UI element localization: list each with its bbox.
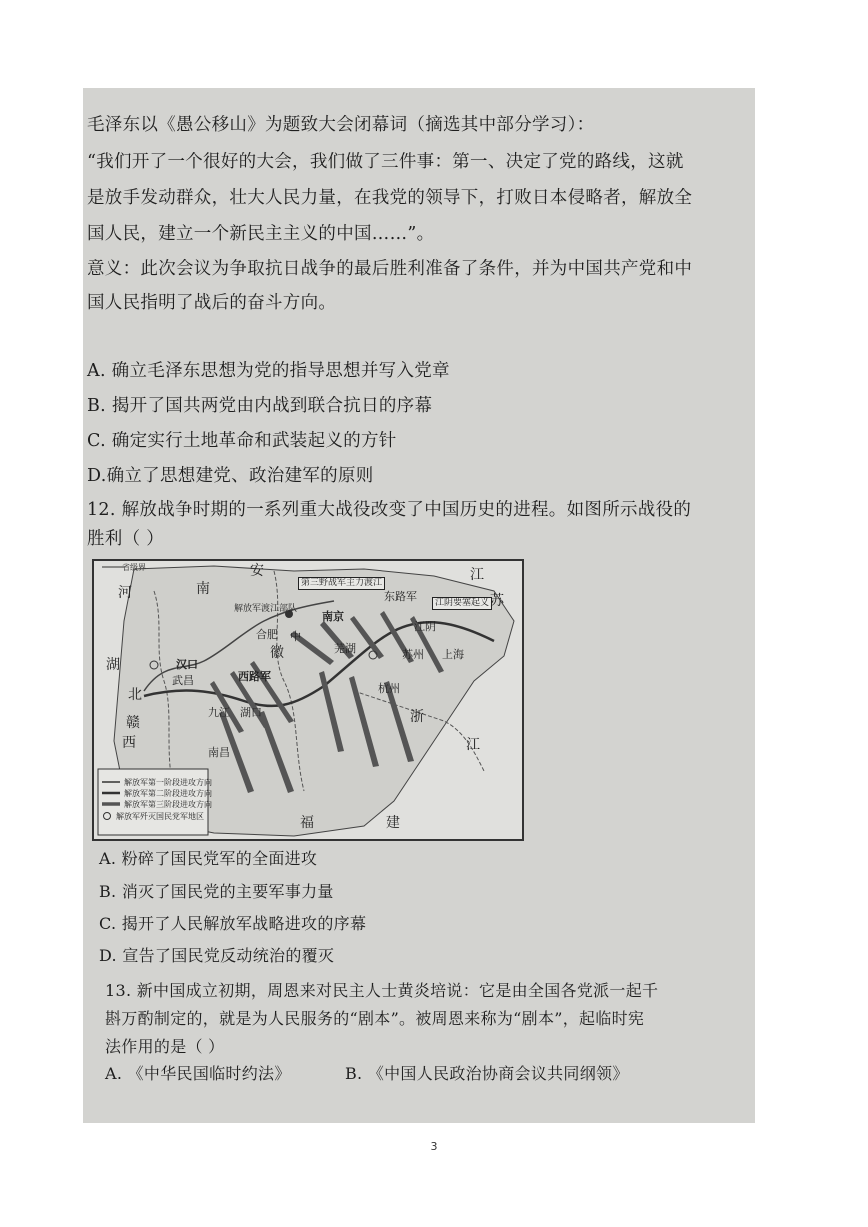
label-jiangyin: 江阴 — [414, 620, 436, 633]
label-zhong: 中 — [290, 630, 301, 643]
label-wuchang: 武昌 — [172, 674, 194, 687]
q11-option-c: C. 确定实行土地革命和武装起义的方针 — [87, 431, 397, 451]
label-crossing-troops: 解放军渡江部队 — [234, 604, 298, 614]
label-province-nan: 南 — [196, 581, 210, 597]
label-province-he: 河 — [118, 585, 132, 601]
label-province-hui: 徽 — [270, 645, 284, 661]
label-province-hu: 湖 — [106, 657, 120, 673]
legend-item-4: 解放军歼灭国民党军地区 — [116, 812, 204, 821]
q11-option-d: D.确立了思想建党、政治建军的原则 — [87, 466, 374, 486]
campaign-map — [92, 559, 524, 841]
label-province-gan: 赣 — [126, 715, 140, 731]
q11-option-a: A. 确立毛泽东思想为党的指导思想并写入党章 — [87, 361, 450, 381]
label-province-su: 苏 — [490, 593, 504, 609]
box-third-army: 第三野战军主力渡江 — [298, 577, 385, 590]
q12-option-a: A. 粉碎了国民党军的全面进攻 — [99, 849, 318, 868]
q12-stem-line-2: 胜利（ ） — [87, 529, 165, 549]
label-jiujiang: 九江 — [208, 706, 230, 719]
label-hukou: 湖口 — [240, 706, 262, 719]
q12-stem-line-1: 12. 解放战争时期的一系列重大战役改变了中国历史的进程。如图所示战役的 — [87, 500, 692, 520]
legend-item-3: 解放军第三阶段进攻方向 — [124, 800, 212, 809]
page-number: 3 — [430, 1140, 438, 1153]
q11-option-b: B. 揭开了国共两党由内战到联合抗日的序幕 — [87, 396, 433, 416]
q12-option-b: B. 消灭了国民党的主要军事力量 — [99, 882, 334, 901]
paragraph-quote-1: “我们开了一个很好的大会，我们做了三件事：第一、决定了党的路线，这就 — [87, 152, 684, 172]
paragraph-quote-2: 是放手发动群众，壮大人民力量，在我党的领导下，打败日本侵略者，解放全 — [87, 188, 693, 208]
legend-item-1: 解放军第一阶段进攻方向 — [124, 778, 212, 787]
box-jiangyin-uprising: 江阴要塞起义 — [432, 597, 492, 610]
paragraph-intro: 毛泽东以《愚公移山》为题致大会闭幕词（摘选其中部分学习）： — [87, 115, 595, 135]
q13-stem-line-2: 斟万酌制定的，就是为人民服务的“剧本”。被周恩来称为“剧本”，起临时宪 — [105, 1009, 645, 1028]
label-nanchang: 南昌 — [208, 746, 230, 759]
label-province-jian: 建 — [386, 815, 400, 831]
q12-option-c: C. 揭开了人民解放军战略进攻的序幕 — [99, 914, 367, 933]
legend-item-2: 解放军第二阶段进攻方向 — [124, 789, 212, 798]
q13-stem-line-3: 法作用的是（ ） — [105, 1037, 225, 1056]
q13-stem-line-1: 13. 新中国成立初期，周恩来对民主人士黄炎培说：它是由全国各党派一起千 — [105, 981, 659, 1000]
q13-option-a: A. 《中华民国临时约法》 — [105, 1064, 291, 1083]
paragraph-significance-1: 意义：此次会议为争取抗日战争的最后胜利准备了条件，并为中国共产党和中 — [87, 259, 693, 279]
label-shanghai: 上海 — [442, 648, 464, 661]
label-province-xi: 西 — [122, 735, 136, 751]
q13-option-b: B. 《中国人民政治协商会议共同纲领》 — [345, 1064, 629, 1083]
label-suzhou: 苏州 — [402, 648, 424, 661]
label-province-jiang: 江 — [470, 567, 484, 583]
label-hankou: 汉口 — [176, 658, 198, 671]
label-province-fu: 福 — [300, 815, 314, 831]
label-province-zhe: 浙 — [410, 709, 424, 725]
paragraph-quote-3: 国人民，建立一个新民主主义的中国……”。 — [87, 224, 435, 244]
legend-province-label: 省级界 — [122, 563, 146, 572]
scanned-page — [83, 88, 755, 1123]
label-west-army: 西路军 — [238, 670, 271, 683]
label-province-jiang-2: 江 — [466, 737, 480, 753]
label-wuhu: 芜湖 — [334, 642, 356, 655]
label-province-bei: 北 — [128, 687, 142, 703]
label-province-an: 安 — [250, 563, 264, 579]
q12-option-d: D. 宣告了国民党反动统治的覆灭 — [99, 946, 335, 965]
paragraph-significance-2: 国人民指明了战后的奋斗方向。 — [87, 293, 337, 313]
label-hangzhou: 杭州 — [378, 682, 400, 695]
label-hefei: 合肥 — [256, 628, 278, 641]
label-east-army: 东路军 — [384, 590, 417, 603]
label-nanjing: 南京 — [322, 610, 344, 623]
